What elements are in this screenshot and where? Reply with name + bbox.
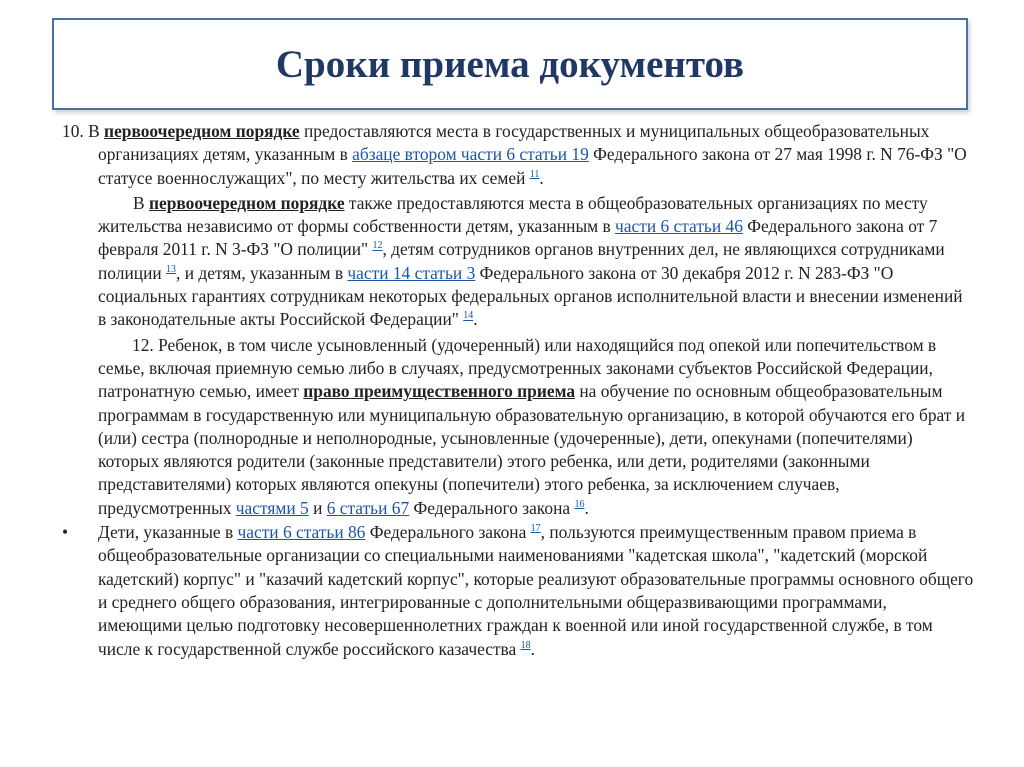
text: предоставляются места в государственных и муниципальных общеобразовательных организациях детям, указанным в [98, 121, 930, 165]
term-priority-order: первоочередном порядке [148, 192, 345, 213]
text: . [473, 309, 478, 330]
text: Дети, указанные в [98, 522, 238, 543]
paragraph-12 [62, 334, 974, 520]
text: . [539, 167, 544, 188]
footnote-ref-14[interactable]: 14 [463, 310, 474, 322]
text: . [530, 638, 535, 659]
footnote-ref-13[interactable]: 13 [166, 263, 177, 275]
footnote-ref-12[interactable]: 12 [372, 240, 383, 252]
text: на обучение по основным общеобразовательным программам в государственную или муниципальную образовательную организацию, в которой обучаются его брат и (или) сестра (полнородные и неполнородные, усыновленные (удочеренные), дети, опекунами (попечителями) которых являются родители (законные представители) этого ребенка, или дети, родителями (законными представителями) которых являются опекуны (попечители) этого ребенка, за исключением случаев, предусмотренных [98, 381, 966, 518]
link-chasti-6-stati-46[interactable]: части 6 статьи 46 [615, 216, 743, 237]
bullet-icon: • [62, 522, 69, 543]
paragraph-10 [62, 120, 974, 190]
text: Федерального закона от 7 февраля 2011 г. N 3-ФЗ "О полиции" [98, 216, 938, 260]
text: Федерального закона от 27 мая 1998 г. N 76-ФЗ "О статусе военнослужащих", по месту жительства их семей [98, 144, 967, 188]
text: также предоставляются места в общеобразовательных организациях по месту жительства независимо от формы собственности детям, указанным в [98, 192, 928, 237]
link-abzac-vtorom-chasti-6-stati-19[interactable]: абзаце втором части 6 статьи 19 [352, 144, 589, 165]
text: Федерального закона от 30 декабря 2012 г. N 283-ФЗ "О социальных гарантиях сотрудникам некоторых федеральных органов исполнительной власти и внесении изменений в законодательные акты Российской Федерации" [98, 262, 963, 330]
text: , детям сотрудников органов внутренних дел, не являющихся сотрудниками полиции [98, 239, 945, 283]
text: . [584, 497, 589, 518]
text: Федерального закона [365, 522, 531, 543]
footnote-ref-17[interactable]: 17 [530, 523, 541, 535]
slide-content [62, 120, 974, 661]
text: , пользуются преимущественным правом приема в общеобразовательные организации со специальными наименованиями "кадетская школа", "кадетский (морской кадетский) корпус" и "казачий кадетский корпус", которые реализуют образовательные программы основного общего и среднего общего образования, интегрированные с дополнительными общеразвивающими программами, имеющими целью подготовку несовершеннолетних граждан к военной или иной государственной службе, в том числе к государственной службе российского казачества [98, 522, 974, 659]
footnote-ref-16[interactable]: 16 [574, 498, 585, 510]
paragraph-10-cont [62, 192, 974, 332]
text: Федерального закона [409, 497, 575, 518]
text: , и детям, указанным в [176, 262, 348, 283]
footnote-ref-11[interactable]: 11 [529, 168, 540, 180]
title-box [52, 18, 968, 110]
footnote-ref-18[interactable]: 18 [520, 639, 531, 651]
link-chasti-6-stati-86[interactable]: части 6 статьи 86 [237, 522, 366, 543]
text: и [308, 497, 327, 518]
term-priority-order: первоочередном порядке [104, 121, 300, 141]
link-6-stati-67[interactable]: 6 статьи 67 [326, 497, 410, 518]
text: В [133, 192, 149, 213]
term-priority-admission: право преимущественного приема [303, 381, 576, 402]
text: 10. В [62, 121, 105, 141]
link-chastyami-5[interactable]: частями 5 [235, 497, 309, 518]
text: 12. Ребенок, в том числе усыновленный (удочеренный) или находящийся под опекой или попечительством в семье, включая приемную семью либо в случаях, предусмотренных законами субъектов Российской Федерации, патронатную семью, имеет [98, 334, 937, 402]
slide-title: Сроки приема документов [275, 42, 745, 86]
bullet-paragraph-cadets [62, 521, 974, 661]
link-chasti-14-stati-3[interactable]: части 14 статьи 3 [347, 262, 476, 283]
